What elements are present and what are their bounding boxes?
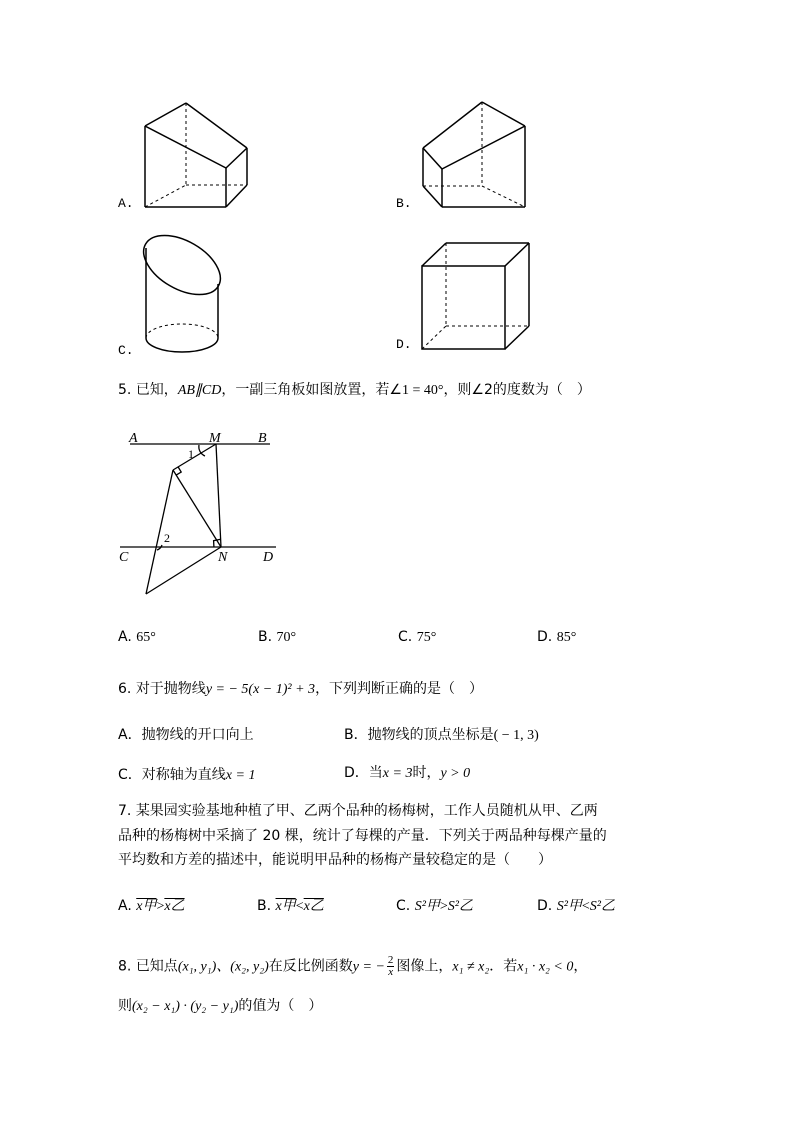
option-d[interactable] [537,629,576,646]
option-label: C. [396,898,411,914]
math-expr: y = − [352,959,385,975]
math-expr: x乙 [164,899,185,914]
stem-text: ，则∠2的度数为（ ） [443,382,591,398]
math-expr: (x₂ − x₁) · (y₂ − y₁) [132,999,239,1014]
math-expr: x₁ ≠ x₂ [452,959,490,975]
label-n: N [218,550,228,565]
stem-text: 已知， [135,382,178,398]
question-number: 5. [118,382,132,398]
option-d[interactable] [344,762,470,782]
fraction-numerator: 2 [387,954,394,966]
math-op: > [156,899,165,914]
math-expr: x甲 [275,899,296,914]
math-expr: ( − 1, 3) [493,728,539,743]
option-value: 65° [136,630,156,645]
question-8-line2 [118,995,322,1015]
stem-text: 已知点 [135,958,178,975]
math-expr: y > 0 [440,766,471,781]
stem-text: ，一副三角板如图放置，若∠ [221,382,402,398]
option-label: A. [118,629,132,645]
math-expr: S²甲 [556,899,582,914]
option-label: B. [258,629,273,645]
question-number: 8. [118,958,132,975]
math-expr: y = − 5(x − 1)² + 3 [205,682,316,697]
option-c[interactable] [398,629,436,646]
math-expr: x甲 [136,899,157,914]
option-label: B. [257,898,272,914]
fraction-denominator: x [388,966,394,978]
question-8-stem [118,955,587,978]
question-6-stem [118,678,483,698]
math-op: < [295,899,304,914]
option-d[interactable] [537,895,615,915]
option-label: D. [537,898,553,914]
question-number: 6. [118,681,132,697]
question-7-stem [118,800,598,820]
option-value: 70° [276,630,297,645]
label-m: M [209,431,221,446]
label-d: D [263,550,274,565]
math-expr: S²乙 [589,899,615,914]
fraction [387,955,395,978]
math-expr: x = 3 [382,766,413,781]
option-text: 时， [412,765,441,781]
option-a[interactable] [118,724,254,744]
option-text: C．对称轴为直线 [118,767,226,783]
option-d-label: D. [396,337,412,352]
option-value: 75° [416,630,437,645]
math-op: > [439,899,448,914]
math-expr: 1 = 40° [401,383,444,398]
option-b[interactable] [258,629,296,646]
label-angle-2: 2 [164,531,170,545]
stem-text: 则 [118,998,132,1014]
option-a[interactable] [118,629,156,646]
math-expr: (x₁, y₁)、(x₂, y₂) [177,959,269,975]
math-expr: x乙 [303,899,324,914]
stem-text: 图像上， [396,958,453,975]
math-expr: x₁ · x₂ < 0 [517,959,574,975]
option-b[interactable] [344,724,539,744]
option-label: A. [118,898,132,914]
stem-text: ，下列判断正确的是（ ） [315,681,484,697]
question-number: 7. [118,803,132,819]
label-c: C [119,550,129,565]
option-label: D. [537,629,553,645]
math-expr: x = 1 [225,768,256,783]
option-c-label: C. [118,343,134,358]
math-op: < [581,899,590,914]
option-value: 85° [556,630,577,645]
option-text: B．抛物线的顶点坐标是 [344,727,494,743]
stem-text: 某果园实验基地种植了甲、乙两个品种的杨梅树，工作人员随机从甲、乙两 [135,803,598,819]
question-7-line3: 平均数和方差的描述中，能说明甲品种的杨梅产量较稳定的是（ ） [118,852,552,868]
option-text: D．当 [344,765,383,781]
label-a: A [129,431,138,446]
option-a-label: A. [118,196,134,211]
stem-text: 的值为（ ） [238,998,323,1014]
math-expr: S²甲 [414,899,440,914]
question-7-line2: 品种的杨梅树中采摘了 20 棵，统计了每棵的产量．下列关于两品种每棵产量的 [118,828,607,844]
label-angle-1: 1 [188,447,194,461]
stem-text: 在反比例函数 [268,958,353,975]
option-c[interactable] [118,764,255,784]
option-a[interactable] [118,895,185,915]
math-expr: S²乙 [447,899,473,914]
option-b[interactable] [257,895,324,915]
option-c[interactable] [396,895,473,915]
option-b-label: B. [396,196,412,211]
label-b: B [258,431,267,446]
stem-text: ．若 [489,958,518,975]
option-text: A．抛物线的开口向上 [118,727,254,743]
stem-text: ， [573,958,588,975]
option-label: C. [398,629,413,645]
stem-text: 对于抛物线 [135,681,206,697]
math-expr: AB∥CD [177,383,222,398]
